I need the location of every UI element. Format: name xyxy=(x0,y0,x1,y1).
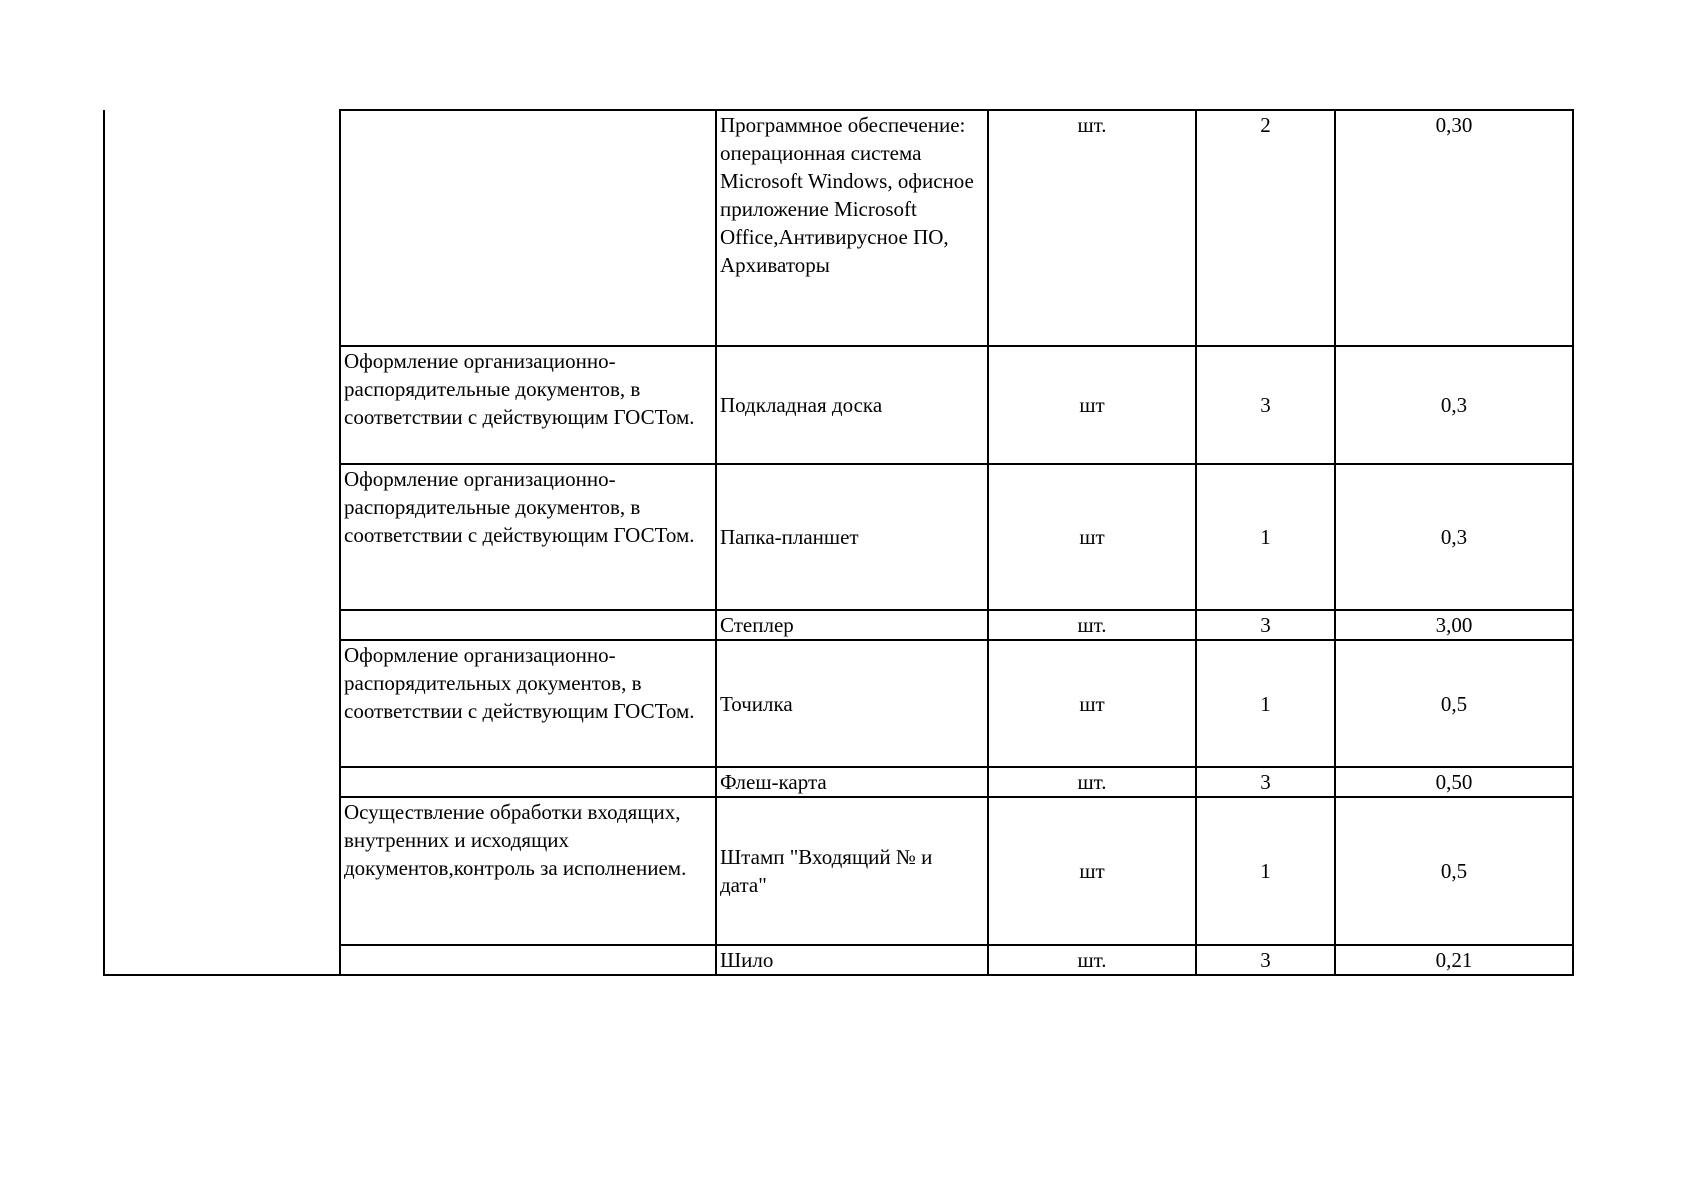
activity-cell xyxy=(340,110,716,346)
unit-cell: шт xyxy=(988,797,1196,945)
activity-cell xyxy=(340,767,716,797)
quantity-cell: 3 xyxy=(1196,945,1335,975)
table-row xyxy=(104,110,1573,346)
equipment-cell: Программное обеспечение: операционная система Microsoft Windows, офисное приложение Microsoft Office,Антивирусное ПО, Архиваторы xyxy=(716,110,988,346)
value-cell: 0,30 xyxy=(1335,110,1573,346)
value-cell: 3,00 xyxy=(1335,610,1573,640)
quantity-cell: 3 xyxy=(1196,346,1335,464)
unit-cell: шт. xyxy=(988,767,1196,797)
activity-cell xyxy=(340,610,716,640)
quantity-cell: 3 xyxy=(1196,610,1335,640)
quantity-cell: 1 xyxy=(1196,640,1335,767)
equipment-cell: Штамп "Входящий № и дата" xyxy=(716,797,988,945)
quantity-cell: 3 xyxy=(1196,767,1335,797)
unit-cell: шт. xyxy=(988,110,1196,346)
left-merged-cell xyxy=(104,110,340,975)
activity-cell: Осуществление обработки входящих, внутренних и исходящих документов,контроль за исполнением. xyxy=(340,797,716,945)
unit-cell: шт xyxy=(988,346,1196,464)
unit-cell: шт xyxy=(988,464,1196,610)
value-cell: 0,5 xyxy=(1335,640,1573,767)
value-cell: 0,50 xyxy=(1335,767,1573,797)
activity-cell: Оформление организационно-распорядительные документов, в соответствии с действующим ГОСТом. xyxy=(340,346,716,464)
value-cell: 0,3 xyxy=(1335,346,1573,464)
equipment-cell: Точилка xyxy=(716,640,988,767)
activity-cell: Оформление организационно-распорядительных документов, в соответствии с действующим ГОСТом. xyxy=(340,640,716,767)
quantity-cell: 1 xyxy=(1196,464,1335,610)
unit-cell: шт. xyxy=(988,610,1196,640)
equipment-cell: Папка-планшет xyxy=(716,464,988,610)
equipment-table xyxy=(103,109,1574,976)
activity-cell xyxy=(340,945,716,975)
activity-cell: Оформление организационно-распорядительные документов, в соответствии с действующим ГОСТом. xyxy=(340,464,716,610)
equipment-cell: Флеш-карта xyxy=(716,767,988,797)
value-cell: 0,3 xyxy=(1335,464,1573,610)
unit-cell: шт. xyxy=(988,945,1196,975)
quantity-cell: 1 xyxy=(1196,797,1335,945)
value-cell: 0,21 xyxy=(1335,945,1573,975)
unit-cell: шт xyxy=(988,640,1196,767)
value-cell: 0,5 xyxy=(1335,797,1573,945)
equipment-cell: Степлер xyxy=(716,610,988,640)
equipment-cell: Подкладная доска xyxy=(716,346,988,464)
quantity-cell: 2 xyxy=(1196,110,1335,346)
equipment-cell: Шило xyxy=(716,945,988,975)
